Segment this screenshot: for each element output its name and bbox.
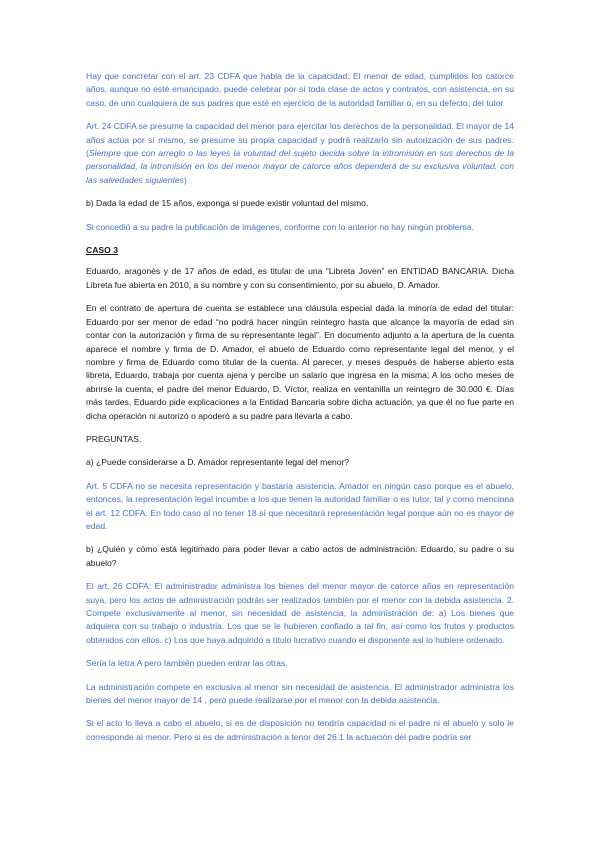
case-3-title-text: CASO 3: [86, 245, 118, 256]
answer-art23-paragraph: Hay que concretar con el art. 23 CDFA que habla de la capacidad: El menor de edad, cumplidos los catorce años, aunque no esté emancipado, puede celebrar por sí toda clase de actos y contratos, con asistencia, en su caso, de uno cualquiera de sus padres que esté en ejercicio de la autoridad familiar o, en su defecto, del tutor: [86, 71, 514, 108]
art24-closing-paren: ): [183, 174, 187, 185]
answer-b-letter-a-note: Sería la letra A pero también pueden entrar las otras.: [86, 658, 288, 669]
answer-b-age-15: Si concedió a su padre la publicación de imágenes, conforme con lo anterior no hay ningún problema.: [86, 221, 474, 232]
answer-b-art26-paragraph: El art. 26 CDFA: El administrador administra los bienes del menor mayor de catorce años en representación suya, pero los actos de administración podrán ser realizados también por el menor con la debida asistencia. 2. Compete exclusivamente al menor, sin necesidad de asistencia, la administración de: a) Los bienes que adquiera con su trabajo o industria. Los que se le hubieren confiado a tal fin, así como los frutos y productos obtenidos con ellos. c) Los que haya adquirido a título lucrativo cuando el disponente así lo hubiere ordenado.: [86, 581, 514, 645]
art24-italic-quote: Siempre que con arreglo o las leyes la voluntad del sujeto decida sobre la intromisión en sus derechos de la personalidad, la intromisión en los del menor mayor de catorce años dependerá de su exclusiva voluntad, con las salvedades siguientes: [86, 148, 514, 185]
answer-a-representative: Art. 5 CDFA no se necesita representación y bastaría asistencia. Amador en ningún caso porque es el abuelo, entonces, la representación legal incumbe a los que tienen la autoridad familiar o es tutor, tal y como menciona el art. 12 CDFA. En todo caso al no tener 18 sí que necesitará representación legal porque aún no es mayor de edad.: [86, 480, 514, 531]
question-b-administration: b) ¿Quién y cómo está legitimado para poder llevar a cabo actos de administración: Eduardo, su padre o su abuelo?: [86, 544, 514, 568]
questions-heading: PREGUNTAS.: [86, 433, 142, 444]
case-3-intro-paragraph: Eduardo, aragonés y de 17 años de edad, es titular de una “Libreta Joven” en ENTIDAD BANCARIA. Dicha Libreta fue abierta en 2010, a su nombre y con su consentimiento, por su abuelo, D. Amador.: [86, 266, 514, 290]
art24-main-text: Art. 24 CDFA se presume la capacidad del menor para ejercitar los derechos de la personalidad. El mayor de 14 años actúa por sí mismo, se presume su propia capacidad y podrá realizarlo sin autorización de sus padres. (: [86, 121, 514, 159]
question-b-age-15: b) Dada la edad de 15 años, exponga si puede existir voluntad del mismo.: [86, 198, 369, 209]
case-3-contract-paragraph: En el contrato de apertura de cuenta se establece una cláusula especial dada la minoría de edad del titular: Eduardo por ser menor de edad “no podrá hacer ningún reintegro hasta que alcance la mayoría de edad sin contar con la autorización y firma de su representante legal”. En documento adjunto a la apertura de la cuenta aparece el nombre y firma de D. Amador, el abuelo de Eduardo como representante legal del menor, y el nombre y firma de Eduardo como titular de la cuenta. Al parecer, y meses después de haberse abierto esta libreta, Eduardo, trabaja por cuenta ajena y percibe un salario que ingresa en la misma; A los ocho meses de abrirse la cuenta, el padre del menor Eduardo, D. Víctor, realiza en ventanilla un reintegro de 30.000 €. Días más tardes, Eduardo pide explicaciones a la Entidad Bancaria sobre dicha actuación, ya que él no fue parte en dicha operación ni autorizó o apoderó a su padre para llevarla a cabo.: [86, 303, 514, 421]
answer-b-exclusive-admin: La administración compete en exclusiva al menor sin necesidad de asistencia. El administrador administra los bienes del menor mayor de 14 , pero puede realizarse por el menor con la debida asistencia.: [86, 681, 514, 706]
case-3-title: [86, 244, 514, 257]
question-a-representative: a) ¿Puede considerarse a D. Amador representante legal del menor?: [86, 457, 350, 468]
answer-art24-paragraph: [86, 120, 514, 187]
answer-b-grandfather-act: Si el acto lo lleva a cabo el abuelo, si es de disposición no tendría capacidad ni el padre ni el abuelo y solo le corresponde al menor. Pero si es de administración a tenor del 26.1 la actuación del padre podría ser: [86, 718, 514, 742]
